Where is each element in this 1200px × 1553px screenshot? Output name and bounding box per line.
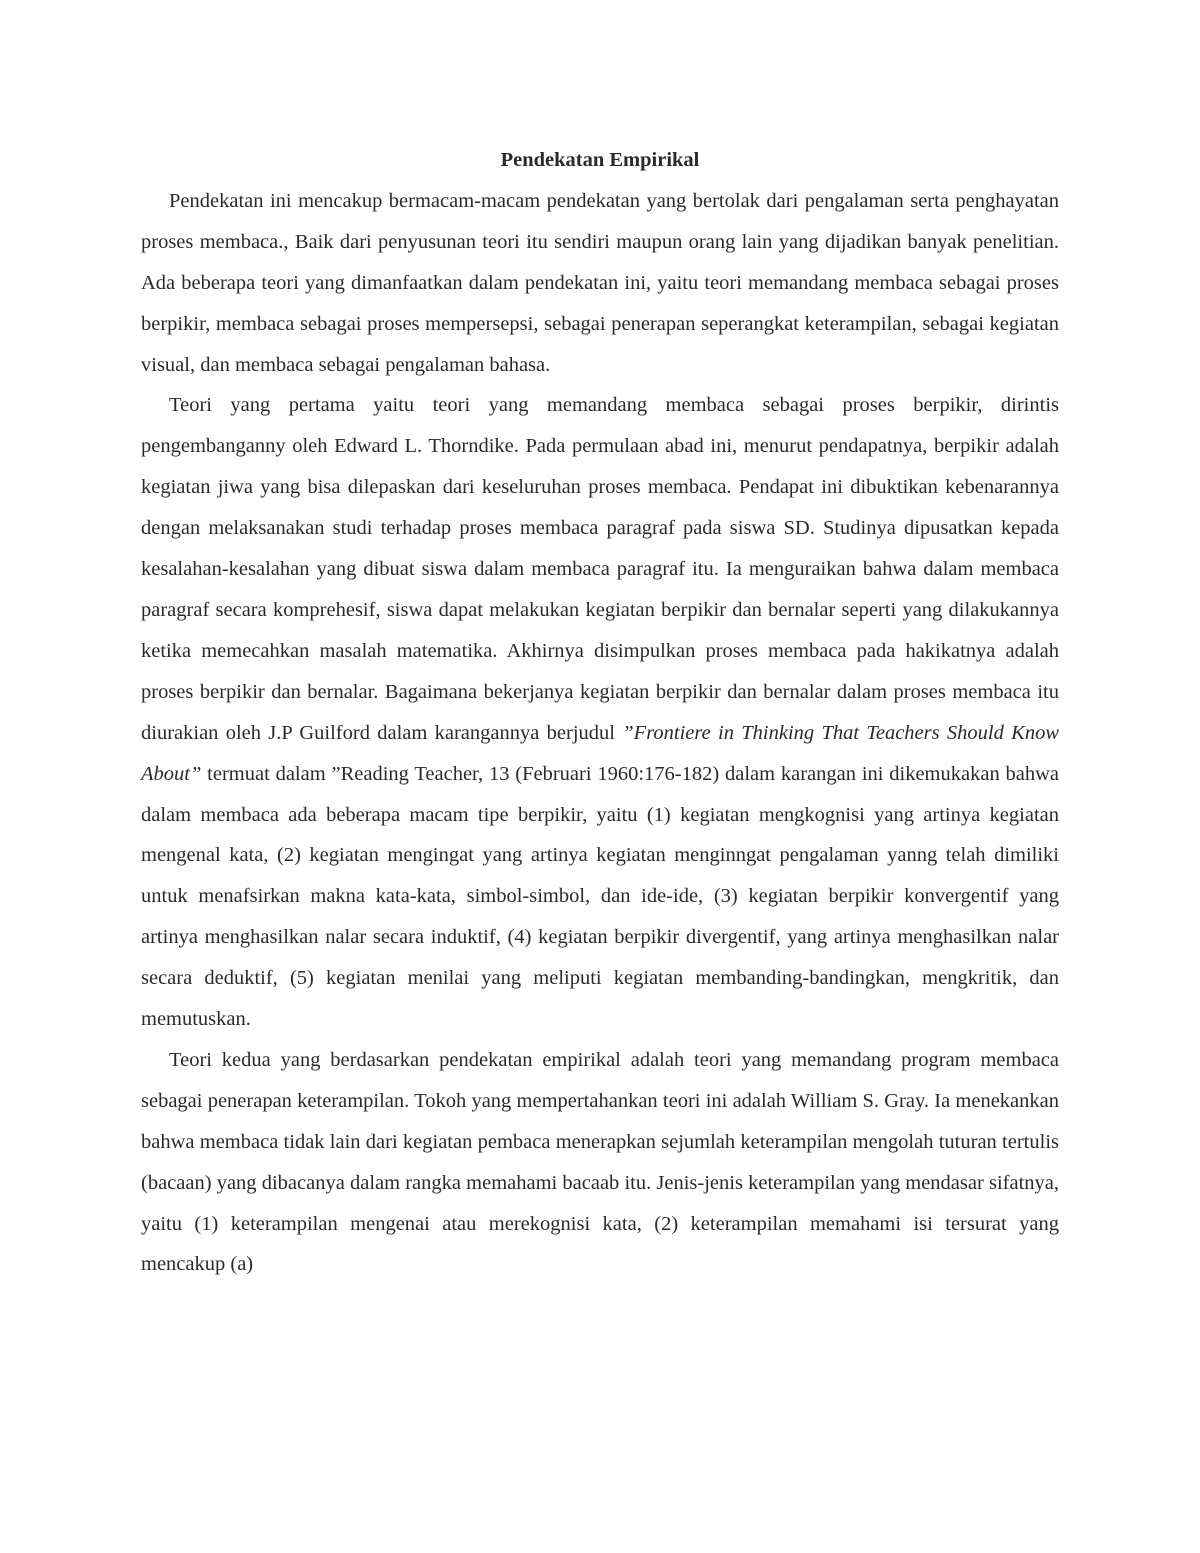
paragraph-text-segment: termuat dalam ”Reading Teacher, 13 (Februari 1960:176-182) dalam karangan ini dikemukakan bahwa dalam membaca ada beberapa macam tipe berpikir, yaitu (1) kegiatan mengkognisi yang artinya kegiatan mengenal kata, (2) kegiatan mengingat yang artinya kegiatan menginngat pengalaman yanng telah dimiliki untuk menafsirkan makna kata-kata, simbol-simbol, dan ide-ide, (3) kegiatan berpikir konvergentif yang artinya menghasilkan nalar secara induktif, (4) kegiatan berpikir divergentif, yang artinya menghasilkan nalar secara deduktif, (5) kegiatan menilai yang meliputi kegiatan membanding-bandingkan, mengkritik, dan memutuskan. [141, 762, 1059, 1031]
document-title: Pendekatan Empirikal [500, 149, 700, 171]
paragraph-intro: Pendekatan ini mencakup bermacam-macam pendekatan yang bertolak dari pengalaman serta penghayatan proses membaca., Baik dari penyusunan teori itu sendiri maupun orang lain yang dijadikan banyak penelitian. Ada beberapa teori yang dimanfaatkan dalam pendekatan ini, yaitu teori memandang membaca sebagai proses berpikir, membaca sebagai proses mempersepsi, sebagai penerapan seperangkat keterampilan, sebagai kegiatan visual, dan membaca sebagai pengalaman bahasa. [141, 189, 1059, 376]
paragraph-teori-pertama [141, 385, 1059, 1040]
document-body [141, 140, 1059, 1285]
paragraph-text-segment: Teori yang pertama yaitu teori yang memandang membaca sebagai proses berpikir, dirintis pengembanganny oleh Edward L. Thorndike. Pada permulaan abad ini, menurut pendapatnya, berpikir adalah kegiatan jiwa yang bisa dilepaskan dari keseluruhan proses membaca. Pendapat ini dibuktikan kebenarannya dengan melaksanakan studi terhadap proses membaca paragraf pada siswa SD. Studinya dipusatkan kepada kesalahan-kesalahan yang dibuat siswa dalam membaca paragraf itu. Ia menguraikan bahwa dalam membaca paragraf secara komprehesif, siswa dapat melakukan kegiatan berpikir dan bernalar seperti yang dilakukannya ketika memecahkan masalah matematika. Akhirnya disimpulkan proses membaca pada hakikatnya adalah proses berpikir dan bernalar. Bagaimana bekerjanya kegiatan berpikir dan bernalar dalam proses membaca itu diurakian oleh J.P Guilford dalam karangannya berjudul [141, 394, 1059, 744]
paragraph-teori-kedua: Teori kedua yang berdasarkan pendekatan empirikal adalah teori yang memandang program membaca sebagai penerapan keterampilan. Tokoh yang mempertahankan teori ini adalah William S. Gray. Ia menekankan bahwa membaca tidak lain dari kegiatan pembaca menerapkan sejumlah keterampilan mengolah tuturan tertulis (bacaan) yang dibacanya dalam rangka memahami bacaab itu. Jenis-jenis keterampilan yang mendasar sifatnya, yaitu (1) keterampilan mengenai atau merekognisi kata, (2) keterampilan memahami isi tersurat yang mencakup (a) [141, 1048, 1059, 1276]
italic-article-title: ”Frontiere in Thinking That Teachers Should Know About” [141, 721, 1059, 785]
